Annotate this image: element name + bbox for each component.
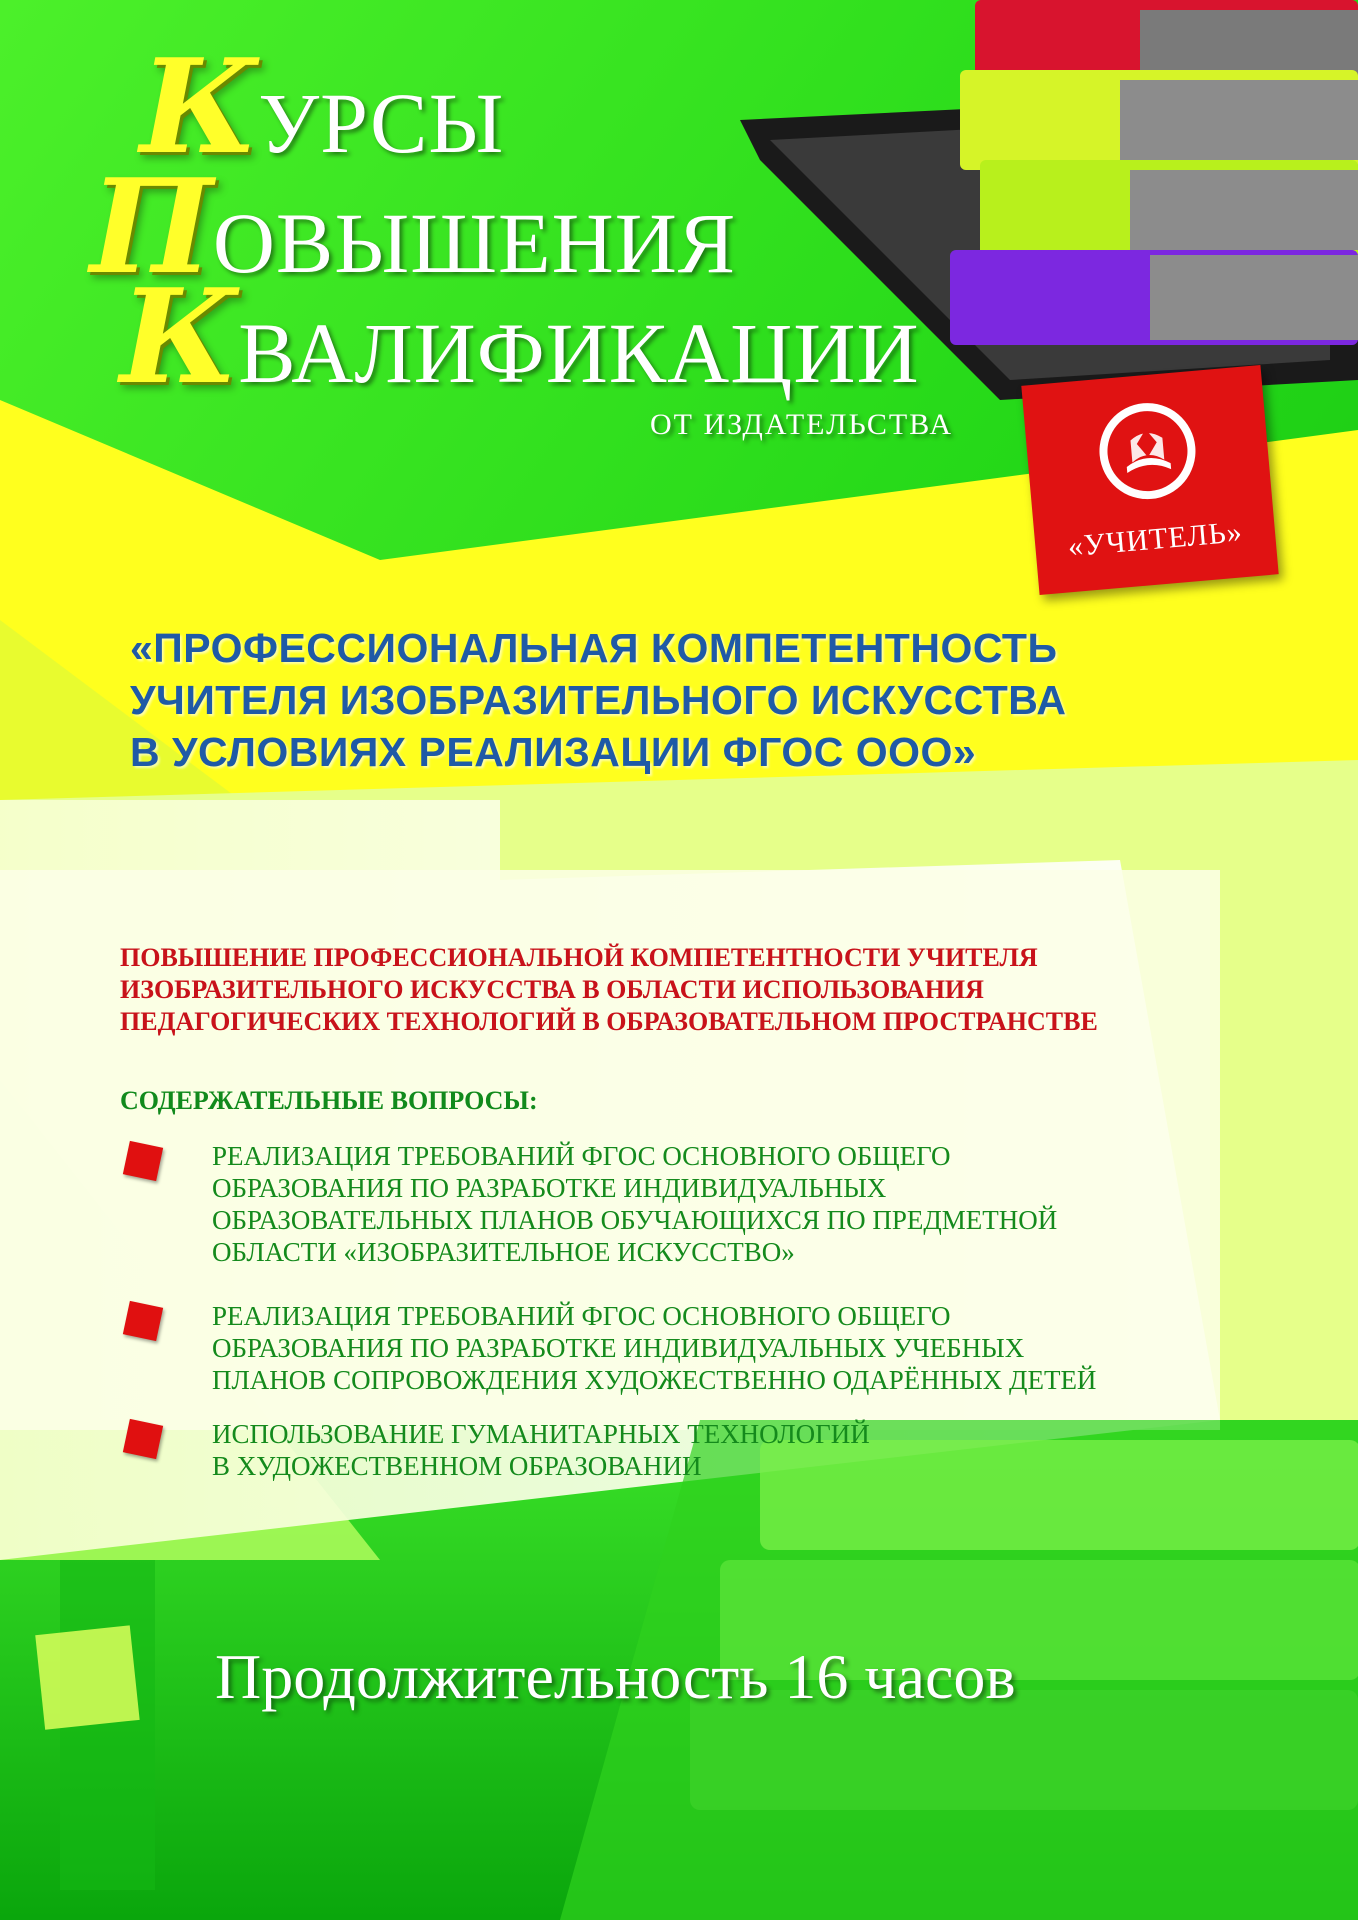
goal-line: ПЕДАГОГИЧЕСКИХ ТЕХНОЛОГИЙ В ОБРАЗОВАТЕЛЬНОМ ПРОСТРАНСТВЕ xyxy=(120,1007,1098,1036)
header-word: ОВЫШЕНИЯ xyxy=(212,195,737,291)
question-line: ОБЛАСТИ «ИЗОБРАЗИТЕЛЬНОЕ ИСКУССТВО» xyxy=(212,1237,795,1267)
question-line: ОБРАЗОВАТЕЛЬНЫХ ПЛАНОВ ОБУЧАЮЩИХСЯ ПО ПРЕДМЕТНОЙ xyxy=(212,1205,1058,1235)
header-word: УРСЫ xyxy=(258,75,505,171)
question-item xyxy=(120,1140,1300,1268)
header-word: ВАЛИФИКАЦИИ xyxy=(238,305,920,401)
course-title-line: В УСЛОВИЯХ РЕАЛИЗАЦИИ ФГОС ООО» xyxy=(130,729,977,775)
question-line: РЕАЛИЗАЦИЯ ТРЕБОВАНИЙ ФГОС ОСНОВНОГО ОБЩЕГО xyxy=(212,1141,951,1171)
publisher-prefix: ОТ ИЗДАТЕЛЬСТВА xyxy=(650,408,954,441)
publisher-logo xyxy=(1021,365,1278,595)
goal-line: ПОВЫШЕНИЕ ПРОФЕССИОНАЛЬНОЙ КОМПЕТЕНТНОСТИ УЧИТЕЛЯ xyxy=(120,943,1038,972)
course-title-line: «ПРОФЕССИОНАЛЬНАЯ КОМПЕТЕНТНОСТЬ xyxy=(130,625,1058,671)
bullet-square-icon xyxy=(123,1419,163,1459)
question-item xyxy=(120,1418,1300,1482)
question-line: ИСПОЛЬЗОВАНИЕ ГУМАНИТАРНЫХ ТЕХНОЛОГИЙ xyxy=(212,1419,870,1449)
course-duration: Продолжительность 16 часов xyxy=(215,1641,1016,1712)
course-goal xyxy=(120,942,1098,1038)
bullet-square-icon xyxy=(123,1141,163,1181)
question-line: ПЛАНОВ СОПРОВОЖДЕНИЯ ХУДОЖЕСТВЕННО ОДАРЁННЫХ ДЕТЕЙ xyxy=(212,1365,1097,1395)
question-line: В ХУДОЖЕСТВЕННОМ ОБРАЗОВАНИИ xyxy=(212,1451,702,1481)
book-emblem-icon xyxy=(1091,395,1204,508)
goal-line: ИЗОБРАЗИТЕЛЬНОГО ИСКУССТВА В ОБЛАСТИ ИСПОЛЬЗОВАНИЯ xyxy=(120,975,984,1004)
header-cap-letter: К xyxy=(120,260,239,413)
questions-heading: СОДЕРЖАТЕЛЬНЫЕ ВОПРОСЫ: xyxy=(120,1086,538,1115)
question-line: РЕАЛИЗАЦИЯ ТРЕБОВАНИЙ ФГОС ОСНОВНОГО ОБЩЕГО xyxy=(212,1301,951,1331)
bullet-square-icon xyxy=(123,1301,163,1341)
course-title-line: УЧИТЕЛЯ ИЗОБРАЗИТЕЛЬНОГО ИСКУССТВА xyxy=(130,677,1067,723)
course-title xyxy=(130,622,1066,778)
header-line-3 xyxy=(120,260,920,413)
question-item xyxy=(120,1300,1300,1396)
logo-name: «УЧИТЕЛЬ» xyxy=(1066,515,1244,564)
header-cap-letter: П xyxy=(90,150,213,303)
question-line: ОБРАЗОВАНИЯ ПО РАЗРАБОТКЕ ИНДИВИДУАЛЬНЫХ УЧЕБНЫХ xyxy=(212,1333,1025,1363)
header-cap-letter: К xyxy=(140,30,259,183)
question-line: ОБРАЗОВАНИЯ ПО РАЗРАБОТКЕ ИНДИВИДУАЛЬНЫХ xyxy=(212,1173,887,1203)
